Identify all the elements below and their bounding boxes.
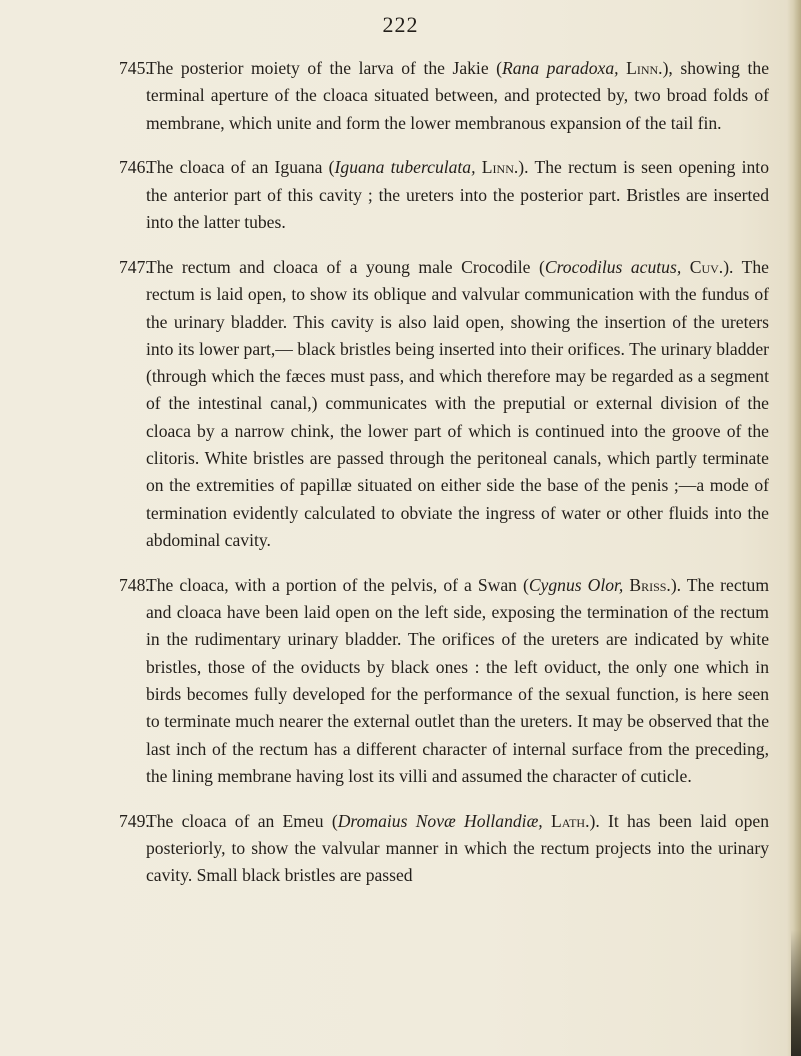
entry-intro: The cloaca of an Iguana ( (146, 157, 335, 178)
entry-description: ). The rectum is laid open, to show its oblique and valvular communication with the fundus of the urinary bladder. This cavity is also laid open, showing the insertion of the ureters into its lower part,— black bristles being inserted into their orifices. The urinary bladder (through which the fæces must pass, and which therefore may be regarded as a segment of the intestinal canal,) communicates with the preputial or external division of the cloaca by a narrow chink, the lower part of which is continued into the groove of the clitoris. White bristles are passed through the peritoneal canals, which partly terminate on the extremities of papillæ situated on either side the base of the penis ;—a mode of termination evidently calculated to obviate the ingress of water or other fluids into the abdominal cavity. (146, 256, 769, 550)
species-name: Dromaius Novæ Hollandiæ, (337, 810, 543, 831)
entry-number: 746. (119, 157, 150, 178)
species-authority: Linn. (481, 157, 519, 178)
species-name: Crocodilus acutus, (544, 256, 682, 277)
entry-description: ), showing the terminal aperture of the cloaca situated between, and protected by, two broad folds of membrane, which unite and form the lower membranous expansion of the tail fin. (146, 58, 770, 133)
page-number: 222 (382, 12, 419, 37)
catalogue-entry-746 (119, 154, 769, 236)
catalogue-entries (119, 55, 769, 893)
entry-description: ). The rectum and cloaca have been laid open on the left side, exposing the termination of the rectum in the rudimentary urinary bladder. The orifices of the ureters are indicated by white bristles, those of the oviducts by black ones : the left oviduct, the only one which in birds becomes fully developed for the performance of the sexual function, is here seen to terminate much nearer the external outlet than the ureters. It may be observed that the last inch of the rectum has a different character of internal surface from the preceding, the lining membrane having lost its villi and assumed the character of cuticle. (146, 574, 770, 786)
entry-number: 747. (119, 256, 150, 277)
entry-description: ). It has been laid open posteriorly, to show the valvular manner in which the rectum projects into the urinary cavity. Small black bristles are passed (146, 810, 769, 886)
species-authority: Cuv. (689, 256, 724, 277)
species-authority: Briss. (629, 574, 671, 595)
catalogue-entry-748 (119, 572, 769, 790)
entry-number: 748. (119, 574, 150, 595)
catalogue-entry-749 (119, 808, 769, 890)
species-name: Cygnus Olor, (528, 574, 624, 595)
species-authority: Linn. (626, 58, 663, 78)
catalogue-entry-747 (119, 254, 769, 554)
entry-intro: The cloaca, with a portion of the pelvis, of a Swan ( (146, 574, 529, 595)
entry-number: 745. (119, 58, 150, 78)
entry-intro: The rectum and cloaca of a young male Crocodile ( (146, 256, 545, 277)
page-edge-binding (791, 930, 801, 1056)
page-edge-shadow (787, 0, 801, 1056)
catalogue-entry-745 (119, 55, 769, 137)
species-name: Iguana tuberculata, (334, 157, 476, 178)
species-name: Rana paradoxa, (502, 58, 619, 78)
entry-intro: The cloaca of an Emeu ( (146, 810, 338, 831)
entry-description: ). The rectum is seen opening into the anterior part of this cavity ; the ureters into the posterior part. Bristles are inserted into the latter tubes. (146, 157, 769, 233)
species-authority: Lath. (550, 810, 590, 831)
entry-number: 749. (119, 810, 150, 831)
entry-intro: The posterior moiety of the larva of the Jakie ( (146, 58, 503, 78)
